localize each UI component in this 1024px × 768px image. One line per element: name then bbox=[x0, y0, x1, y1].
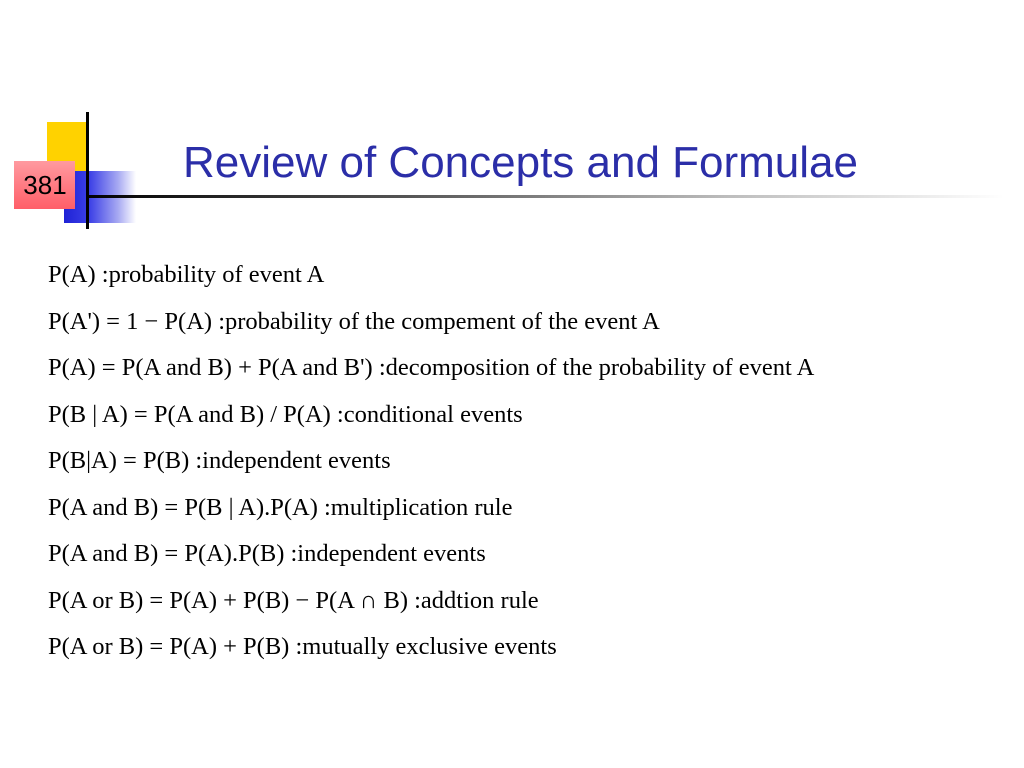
formula-math: P(A) = P(A and B) + P(A and B') bbox=[48, 354, 373, 381]
formula-line bbox=[48, 252, 1018, 299]
formula-math: P(A or B) = P(A) + P(B) − P(A ∩ B) bbox=[48, 586, 408, 614]
formula-line bbox=[48, 345, 1018, 392]
formula-description: :addtion rule bbox=[414, 586, 539, 614]
formula-math: P(A or B) = P(A) + P(B) bbox=[48, 633, 290, 660]
formula-math: P(A and B) = P(A).P(B) bbox=[48, 540, 285, 567]
formula-description: :mutually exclusive events bbox=[295, 633, 557, 660]
formula-description: :multiplication rule bbox=[323, 493, 513, 521]
formula-line bbox=[48, 299, 1018, 346]
formula-line bbox=[48, 485, 1018, 532]
formula-line bbox=[48, 578, 1018, 625]
formula-description: :independent events bbox=[290, 540, 486, 567]
slide-number: 381 bbox=[23, 170, 67, 200]
formula-line bbox=[48, 531, 1018, 578]
formula-description: :decomposition of the probability of event A bbox=[378, 354, 815, 381]
formula-line bbox=[48, 392, 1018, 439]
formula-math: P(B | A) = P(A and B) / P(A) bbox=[48, 400, 331, 428]
formula-description: :probability of the compement of the event A bbox=[218, 307, 660, 335]
formula-description: :probability of event A bbox=[101, 261, 325, 288]
formula-math: P(A) bbox=[48, 261, 96, 288]
formula-description: :conditional events bbox=[336, 400, 523, 428]
title-underline bbox=[86, 195, 1004, 198]
formula-math: P(B|A) = P(B) bbox=[48, 447, 190, 474]
formula-math: P(A and B) = P(B | A).P(A) bbox=[48, 493, 318, 521]
formula-description: :independent events bbox=[195, 447, 391, 474]
formula-math: P(A') = 1 − P(A) bbox=[48, 307, 213, 335]
formula-line bbox=[48, 624, 1018, 671]
decorative-vertical-line bbox=[86, 112, 89, 229]
formula-line bbox=[48, 438, 1018, 485]
slide-title: Review of Concepts and Formulae bbox=[183, 138, 858, 187]
formula-list bbox=[48, 252, 1018, 671]
